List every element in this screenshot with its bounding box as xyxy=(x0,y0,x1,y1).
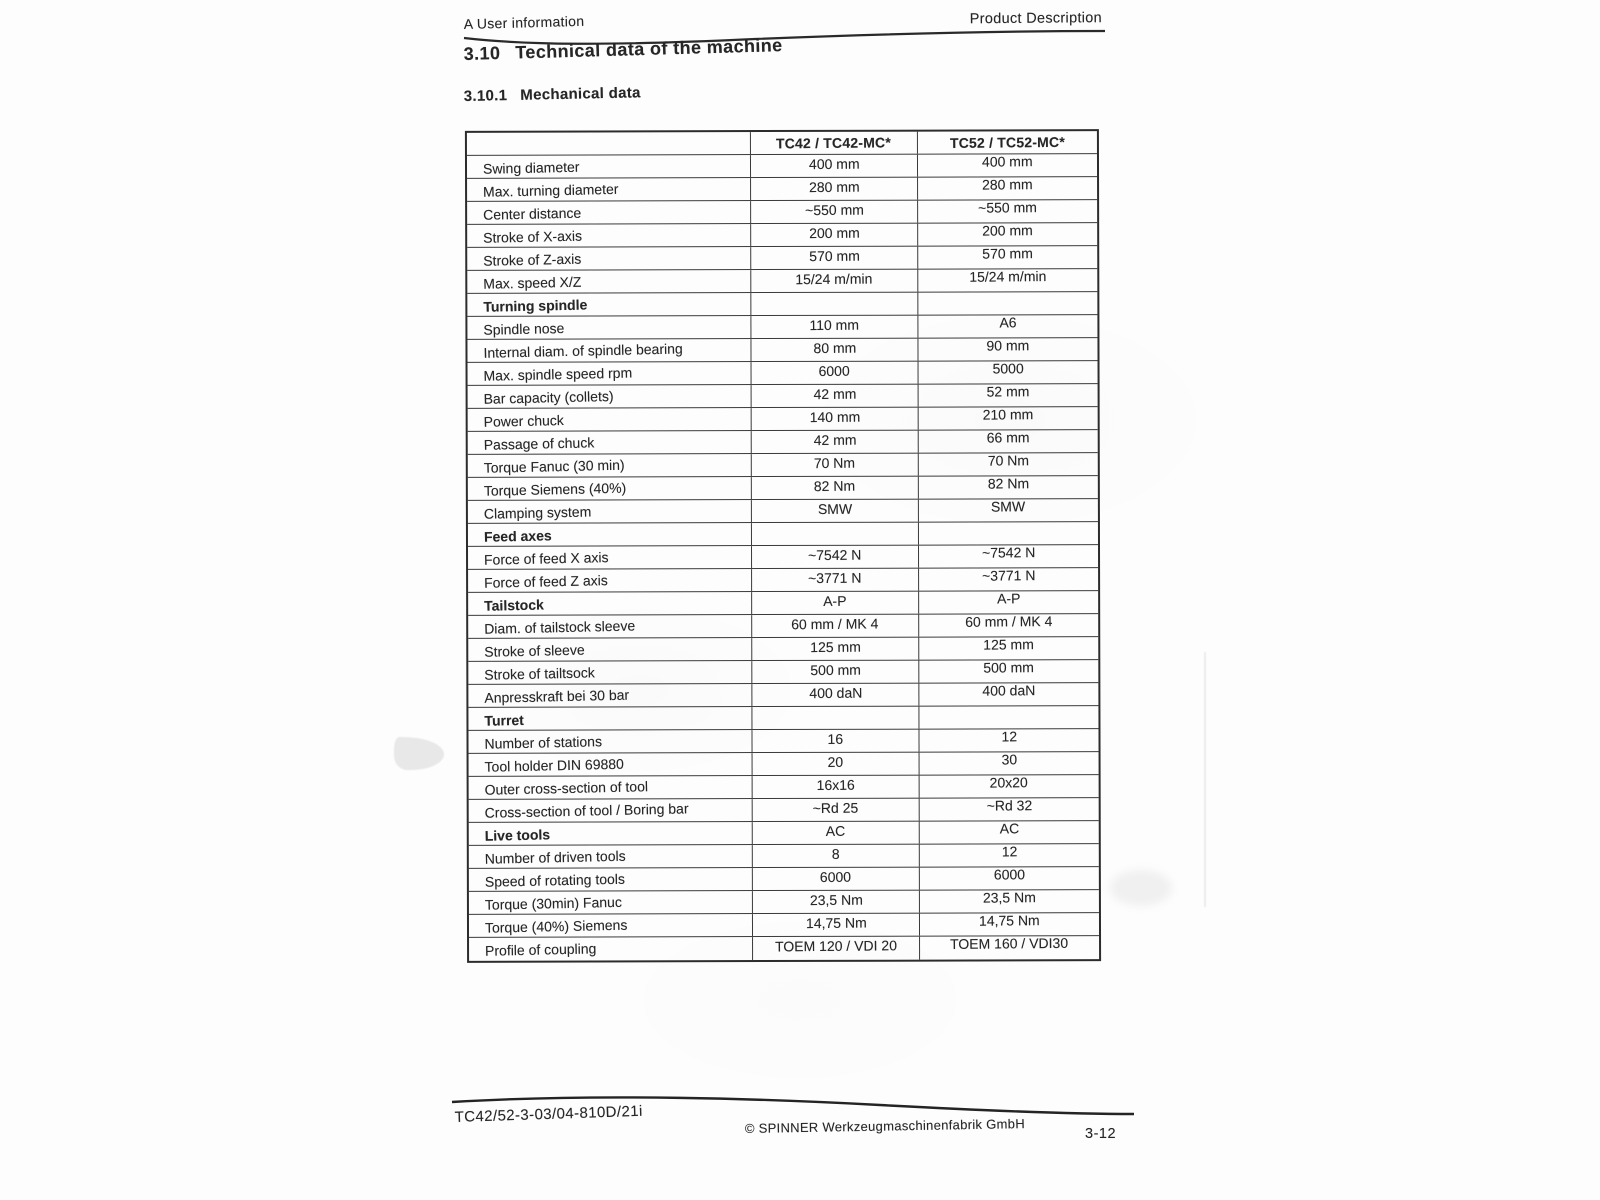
table-row xyxy=(468,729,1098,754)
table-section-row xyxy=(468,591,1098,616)
row-label xyxy=(467,201,751,224)
value-tc42-text: 70 Nm xyxy=(814,454,856,472)
header-chapter-label: A User information xyxy=(463,12,585,32)
value-tc42 xyxy=(752,362,919,384)
scan-artifact-smudge xyxy=(1110,870,1172,906)
value-tc52 xyxy=(919,683,1098,705)
value-tc52-text: 52 mm xyxy=(986,383,1030,400)
value-tc52-text: 500 mm xyxy=(983,659,1035,676)
row-label-text: Diam. of tailstock sleeve xyxy=(484,617,636,637)
value-tc42 xyxy=(752,546,919,568)
value-tc52-text: A-P xyxy=(996,590,1021,607)
row-label-text: Outer cross-section of tool xyxy=(484,778,649,798)
row-label xyxy=(469,753,753,776)
value-tc52-text: SMW xyxy=(991,498,1026,515)
row-label-text: Stroke of X-axis xyxy=(483,227,583,246)
row-label-text: Swing diameter xyxy=(482,158,580,177)
value-tc52 xyxy=(920,867,1099,889)
table-row xyxy=(468,430,1098,455)
value-tc52 xyxy=(919,614,1098,636)
table-row xyxy=(469,890,1099,915)
value-tc42-text: 15/24 m/min xyxy=(795,270,873,288)
row-label xyxy=(467,155,751,178)
value-tc52-text: 400 daN xyxy=(982,682,1036,699)
row-label xyxy=(469,822,753,845)
value-tc52-text: AC xyxy=(999,820,1020,837)
table-row xyxy=(469,844,1099,869)
value-tc42 xyxy=(753,937,920,960)
value-tc52-text: 90 mm xyxy=(986,337,1030,354)
row-label-text: Center distance xyxy=(482,204,582,223)
value-tc52-text: 66 mm xyxy=(986,429,1030,446)
row-label xyxy=(468,385,752,408)
value-tc42 xyxy=(752,661,919,683)
value-tc52 xyxy=(920,821,1099,843)
value-tc52-text: ~3771 N xyxy=(981,567,1036,584)
section-number: 3.10 xyxy=(463,42,501,65)
value-tc42 xyxy=(753,776,920,798)
value-tc52 xyxy=(919,384,1098,406)
row-label xyxy=(467,224,751,247)
table-row xyxy=(469,867,1099,892)
value-tc42-text: 400 mm xyxy=(808,155,860,173)
table-row xyxy=(467,154,1097,179)
value-tc52 xyxy=(918,292,1097,314)
value-tc42-text: 8 xyxy=(831,845,840,862)
row-label-text: Max. speed X/Z xyxy=(483,273,582,292)
row-label-text: Stroke of tailtsock xyxy=(484,664,595,683)
value-tc42-text: AC xyxy=(825,822,846,839)
value-tc42 xyxy=(753,822,920,844)
table-row xyxy=(469,798,1099,823)
row-label-text: Tool holder DIN 69880 xyxy=(484,755,625,775)
row-label xyxy=(468,546,752,569)
value-tc52-text: 23,5 Nm xyxy=(982,889,1036,906)
value-tc52 xyxy=(920,936,1099,959)
value-tc42 xyxy=(751,224,918,246)
table-section-row xyxy=(469,821,1099,846)
value-tc42-text: ~Rd 25 xyxy=(812,799,859,817)
value-tc42-text: 280 mm xyxy=(808,178,860,196)
header-section-label: Product Description xyxy=(969,10,1103,28)
value-tc42-text: 125 mm xyxy=(809,638,861,656)
value-tc52-text: 70 Nm xyxy=(987,452,1029,469)
table-row xyxy=(469,775,1099,800)
table-row xyxy=(467,200,1097,225)
value-tc52-text: 14,75 Nm xyxy=(979,912,1040,929)
table-row xyxy=(468,545,1098,570)
row-label-text: Anpresskraft bei 30 bar xyxy=(484,686,630,706)
subsection-title-text: Mechanical data xyxy=(520,84,641,104)
value-tc52 xyxy=(919,591,1098,613)
value-tc42 xyxy=(751,270,918,292)
value-tc52 xyxy=(919,660,1098,682)
table-row xyxy=(468,568,1098,593)
table-section-row xyxy=(467,292,1097,317)
row-label-text: Bar capacity (collets) xyxy=(483,387,614,407)
value-tc42 xyxy=(752,569,919,591)
value-tc42-text: TOEM 120 / VDI 20 xyxy=(775,937,898,955)
table-row xyxy=(468,476,1098,501)
row-label xyxy=(468,362,752,385)
row-label-text: Feed axes xyxy=(483,527,552,545)
value-tc42-text: 16x16 xyxy=(816,776,855,794)
value-tc52-text: 6000 xyxy=(993,866,1026,883)
column-header-empty xyxy=(467,132,751,155)
value-tc42 xyxy=(751,201,918,223)
table-row xyxy=(468,683,1098,708)
value-tc52 xyxy=(919,637,1098,659)
value-tc52-text: 12 xyxy=(1001,728,1017,745)
value-tc52 xyxy=(919,545,1098,567)
table-row xyxy=(468,384,1098,409)
value-tc52-text: 15/24 m/min xyxy=(969,268,1047,285)
value-tc52-text: ~Rd 32 xyxy=(986,797,1033,814)
value-tc52-text: TOEM 160 / VDI30 xyxy=(950,934,1069,952)
value-tc52 xyxy=(918,223,1097,245)
table-row xyxy=(467,223,1097,248)
value-tc42-text: 80 mm xyxy=(812,339,856,357)
value-tc52 xyxy=(918,154,1097,176)
table-section-row xyxy=(468,522,1098,547)
value-tc42 xyxy=(751,316,918,338)
subsection-title xyxy=(464,84,641,105)
row-label-text: Turning spindle xyxy=(483,296,588,315)
row-label xyxy=(467,270,751,293)
value-tc42 xyxy=(751,339,918,361)
value-tc42-text: 140 mm xyxy=(809,408,861,426)
value-tc52 xyxy=(918,200,1097,222)
row-label-text: Tailstock xyxy=(483,596,544,614)
value-tc52-text: 280 mm xyxy=(982,176,1033,193)
value-tc52 xyxy=(918,338,1097,360)
table-row xyxy=(469,752,1099,777)
row-label-text: Stroke of sleeve xyxy=(484,641,585,660)
row-label-text: Stroke of Z-axis xyxy=(483,250,582,269)
value-tc52-text: A6 xyxy=(999,314,1017,331)
row-label xyxy=(468,615,752,638)
value-tc42 xyxy=(752,638,919,660)
value-tc52-text: 30 xyxy=(1001,751,1017,768)
value-tc42-text: SMW xyxy=(817,500,853,518)
value-tc52 xyxy=(920,890,1099,912)
value-tc52-text: 210 mm xyxy=(982,406,1034,423)
table-row xyxy=(469,936,1099,961)
value-tc42 xyxy=(752,454,919,476)
value-tc42-text: 14,75 Nm xyxy=(805,914,867,932)
value-tc52 xyxy=(919,568,1098,590)
row-label-text: Spindle nose xyxy=(483,320,565,338)
value-tc52-text: 5000 xyxy=(992,360,1024,377)
row-label-text: Force of feed X axis xyxy=(483,549,609,568)
table-section-row xyxy=(468,706,1098,731)
value-tc42-text: 6000 xyxy=(820,868,852,886)
table-row xyxy=(467,338,1097,363)
value-tc42 xyxy=(751,178,918,200)
value-tc52-text: 82 Nm xyxy=(987,475,1030,492)
value-tc42-text: 42 mm xyxy=(813,431,857,449)
value-tc42-text: 570 mm xyxy=(808,247,860,265)
table-header-row xyxy=(467,131,1097,156)
row-label-text: Max. turning diameter xyxy=(482,180,619,200)
value-tc52 xyxy=(920,798,1099,820)
value-tc52 xyxy=(920,775,1099,797)
row-label xyxy=(469,799,753,822)
row-label xyxy=(468,569,752,592)
value-tc42 xyxy=(752,385,919,407)
row-label-text: Speed of rotating tools xyxy=(484,870,626,890)
row-label-text: Power chuck xyxy=(483,412,564,430)
row-label-text: Passage of chuck xyxy=(483,434,595,453)
value-tc42 xyxy=(751,293,918,315)
row-label xyxy=(468,500,752,523)
value-tc42-text: 400 daN xyxy=(808,684,862,702)
row-label xyxy=(468,730,752,753)
value-tc52 xyxy=(918,177,1097,199)
table-row xyxy=(468,407,1098,432)
value-tc42 xyxy=(753,799,920,821)
value-tc42 xyxy=(752,523,919,545)
value-tc42-text: 500 mm xyxy=(809,661,861,679)
value-tc52-text: 60 mm / MK 4 xyxy=(965,612,1053,630)
value-tc42 xyxy=(752,477,919,499)
value-tc42 xyxy=(752,730,919,752)
row-label-text: Torque Fanuc (30 min) xyxy=(483,456,625,476)
value-tc42-text: 200 mm xyxy=(808,224,860,242)
value-tc42 xyxy=(752,684,919,706)
row-label-text: Cross-section of tool / Boring bar xyxy=(484,800,689,821)
row-label xyxy=(469,891,753,914)
value-tc52 xyxy=(919,453,1098,475)
value-tc52 xyxy=(919,499,1098,521)
footer-page-number: 3-12 xyxy=(1085,1126,1117,1142)
table-row xyxy=(468,614,1098,639)
mechanical-data-table xyxy=(465,129,1101,963)
value-tc42 xyxy=(751,155,918,177)
row-label-text: Torque (40%) Siemens xyxy=(484,916,628,936)
value-tc52 xyxy=(919,729,1098,751)
value-tc52 xyxy=(919,476,1098,498)
row-label xyxy=(468,454,752,477)
value-tc42 xyxy=(752,615,919,637)
value-tc52-text: 20x20 xyxy=(989,774,1029,791)
value-tc52 xyxy=(920,844,1099,866)
row-label xyxy=(467,339,751,362)
column-header-tc52 xyxy=(918,131,1097,153)
value-tc42 xyxy=(753,845,920,867)
row-label xyxy=(467,316,751,339)
value-tc42 xyxy=(752,592,919,614)
table-row xyxy=(469,913,1099,938)
value-tc42 xyxy=(751,247,918,269)
value-tc52 xyxy=(918,246,1097,268)
row-label xyxy=(468,707,752,730)
row-label xyxy=(468,523,752,546)
value-tc52-text: 400 mm xyxy=(982,153,1033,170)
value-tc52 xyxy=(919,361,1098,383)
value-tc42-text: 6000 xyxy=(818,362,851,380)
column-header-tc42-text: TC42 / TC42-MC* xyxy=(776,134,892,152)
row-label-text: Torque (30min) Fanuc xyxy=(484,893,623,913)
scan-artifact-foldline xyxy=(1204,652,1206,907)
value-tc52 xyxy=(920,913,1099,935)
column-header-tc52-text: TC52 / TC52-MC* xyxy=(949,133,1066,151)
row-label xyxy=(469,937,753,961)
table-row xyxy=(467,315,1097,340)
value-tc42-text: ~3771 N xyxy=(808,569,862,587)
value-tc42-text: 16 xyxy=(827,730,844,747)
row-label-text: Number of driven tools xyxy=(484,847,626,867)
value-tc42 xyxy=(752,408,919,430)
row-label xyxy=(467,178,751,201)
row-label xyxy=(467,247,751,270)
row-label xyxy=(468,431,752,454)
row-label-text: Internal diam. of spindle bearing xyxy=(483,340,683,361)
value-tc52-text: ~7542 N xyxy=(981,544,1036,561)
row-label-text: Clamping system xyxy=(483,503,592,522)
value-tc52-text: ~550 mm xyxy=(978,199,1038,216)
value-tc42-text: 82 Nm xyxy=(814,477,856,495)
value-tc52-text: 12 xyxy=(1001,843,1018,860)
row-label xyxy=(469,868,753,891)
value-tc42-text: 60 mm / MK 4 xyxy=(791,615,879,633)
table-row xyxy=(468,637,1098,662)
row-label-text: Live tools xyxy=(484,826,551,844)
value-tc42-text: 42 mm xyxy=(813,385,857,403)
value-tc42-text: ~550 mm xyxy=(804,201,864,219)
table-row xyxy=(467,269,1097,294)
row-label xyxy=(468,684,752,707)
value-tc52 xyxy=(919,430,1098,452)
table-row xyxy=(467,246,1097,271)
row-label xyxy=(468,477,752,500)
row-label xyxy=(469,845,753,868)
row-label-text: Torque Siemens (40%) xyxy=(483,479,627,499)
value-tc52 xyxy=(919,407,1098,429)
value-tc52-text: 125 mm xyxy=(983,636,1035,653)
value-tc42 xyxy=(753,891,920,913)
table-row xyxy=(468,660,1098,685)
row-label-text: Turret xyxy=(484,711,525,729)
row-label xyxy=(469,776,753,799)
table-row xyxy=(468,361,1098,386)
footer-document-code: TC42/52-3-03/04-810D/21i xyxy=(454,1102,643,1126)
value-tc42 xyxy=(752,431,919,453)
row-label xyxy=(468,408,752,431)
row-label-text: Profile of coupling xyxy=(484,940,597,959)
value-tc42 xyxy=(753,868,920,890)
footer-copyright: © SPINNER Werkzeugmaschinenfabrik GmbH xyxy=(744,1116,1026,1136)
value-tc42-text: A-P xyxy=(823,592,847,609)
row-label xyxy=(468,638,752,661)
row-label xyxy=(468,592,752,615)
value-tc52 xyxy=(918,315,1097,337)
value-tc42-text: 20 xyxy=(827,753,844,770)
value-tc42-text: ~7542 N xyxy=(808,546,862,564)
section-title-text: Technical data of the machine xyxy=(515,35,783,63)
value-tc42 xyxy=(752,707,919,729)
row-label-text: Number of stations xyxy=(484,733,603,752)
row-label-text: Max. spindle speed rpm xyxy=(483,364,633,384)
value-tc52 xyxy=(920,752,1099,774)
value-tc52 xyxy=(919,522,1098,544)
value-tc42 xyxy=(753,753,920,775)
value-tc42-text: 110 mm xyxy=(809,316,860,334)
value-tc42-text: 23,5 Nm xyxy=(809,891,863,909)
value-tc52 xyxy=(919,706,1098,728)
row-label xyxy=(468,661,752,684)
table-row xyxy=(468,453,1098,478)
row-label xyxy=(469,914,753,937)
row-label-text: Force of feed Z axis xyxy=(483,572,608,591)
column-header-tc42 xyxy=(751,132,918,154)
value-tc52 xyxy=(918,269,1097,291)
subsection-number: 3.10.1 xyxy=(463,87,508,105)
value-tc52-text: 570 mm xyxy=(982,245,1034,262)
table-row xyxy=(468,499,1098,524)
value-tc42 xyxy=(753,914,920,936)
value-tc42 xyxy=(752,500,919,522)
value-tc52-text: 200 mm xyxy=(982,222,1034,239)
scan-artifact-blob xyxy=(394,737,444,770)
row-label xyxy=(467,293,751,316)
table-row xyxy=(467,177,1097,202)
